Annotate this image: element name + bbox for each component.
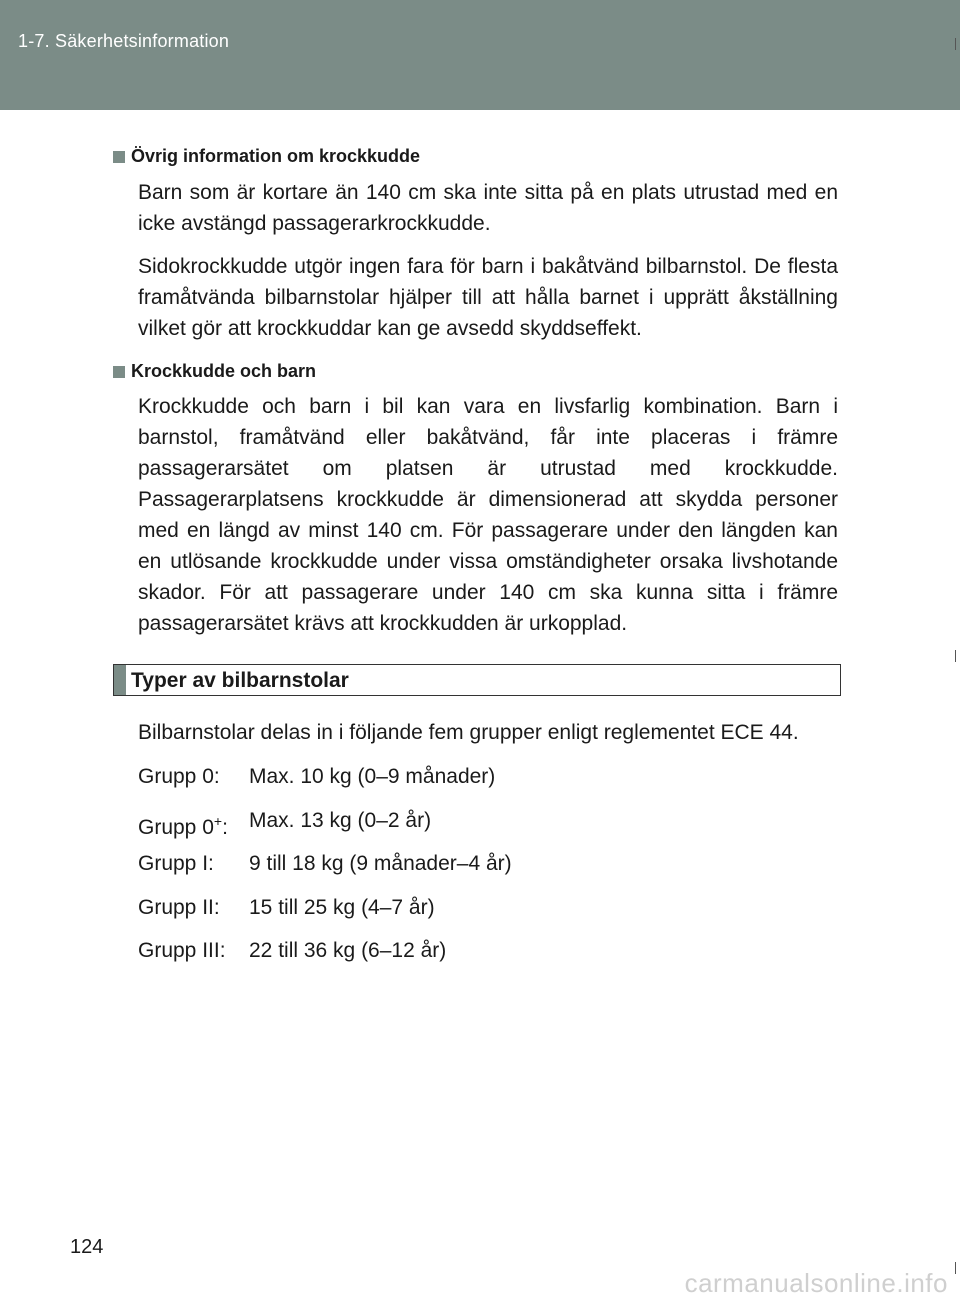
group-label: [138, 808, 228, 841]
group-label: Grupp 0:: [138, 765, 220, 788]
paragraph: Sidokrockkudde utgör ingen fara för barn i bakåtvänd bilbarnstol. De flesta framåtvända bilbarnstolar hjälper till att hålla barnet i upprätt åkställning vilket gör att krockkuddar kan ge avsedd skyddseffekt.: [138, 255, 838, 340]
section-heading-text: Krockkudde och barn: [131, 361, 317, 381]
box-heading-title: Typer av bilbarnstolar: [131, 669, 349, 692]
group-value: 9 till 18 kg (9 månader–4 år): [249, 852, 512, 875]
crop-mark-middle: [955, 650, 956, 662]
intro-paragraph: Bilbarnstolar delas in i följande fem grupper enligt reglementet ECE 44.: [138, 721, 799, 744]
paragraph: Krockkudde och barn i bil kan vara en livsfarlig kombination. Barn i barnstol, framåtvänd eller bakåtvänd, får inte placeras i främre passagerarsätet om platsen är utrustad med krockkudde. Passagerarplatsens krockkudde är dimensionerad att skydda personer med en längd av minst 140 cm. För passagerare under den längden kan en utlösande krockkudde under vissa omständigheter orsaka livshotande skador. För att passagerare under 140 cm ska kunna sitta i främre passagerarsätet krävs att krockkudden är urkopplad.: [138, 395, 838, 635]
group-label: Grupp I:: [138, 852, 214, 875]
group-label-main: Grupp 0: [138, 816, 214, 839]
group-label-sup: +: [213, 813, 223, 829]
group-value: 15 till 25 kg (4–7 år): [249, 896, 435, 919]
watermark: carmanualsonline.info: [684, 1268, 948, 1298]
group-label: Grupp III:: [138, 939, 226, 962]
group-label-end: :: [222, 816, 228, 839]
group-label: Grupp II:: [138, 896, 220, 919]
section-heading-ovrig: [113, 146, 420, 167]
group-value: Max. 13 kg (0–2 år): [249, 809, 432, 832]
paragraph: Barn som är kortare än 140 cm ska inte sitta på en plats utrustad med en icke avstängd passagerarkrockkudde.: [138, 181, 838, 235]
group-value: 22 till 36 kg (6–12 år): [249, 939, 447, 962]
square-bullet-icon: [113, 366, 125, 378]
chapter-title: 1-7. Säkerhetsinformation: [18, 31, 230, 51]
group-value: Max. 10 kg (0–9 månader): [249, 765, 496, 788]
square-bullet-icon: [113, 151, 125, 163]
crop-mark-bottom: [955, 1262, 956, 1274]
section-heading-krockkudde-barn: [113, 361, 316, 382]
page-header: [0, 0, 960, 110]
crop-mark-top: [955, 38, 956, 50]
section-heading-text: Övrig information om krockkudde: [131, 146, 421, 166]
box-heading: [113, 664, 841, 696]
box-heading-bar: [114, 665, 126, 695]
page-number: 124: [70, 1236, 104, 1258]
